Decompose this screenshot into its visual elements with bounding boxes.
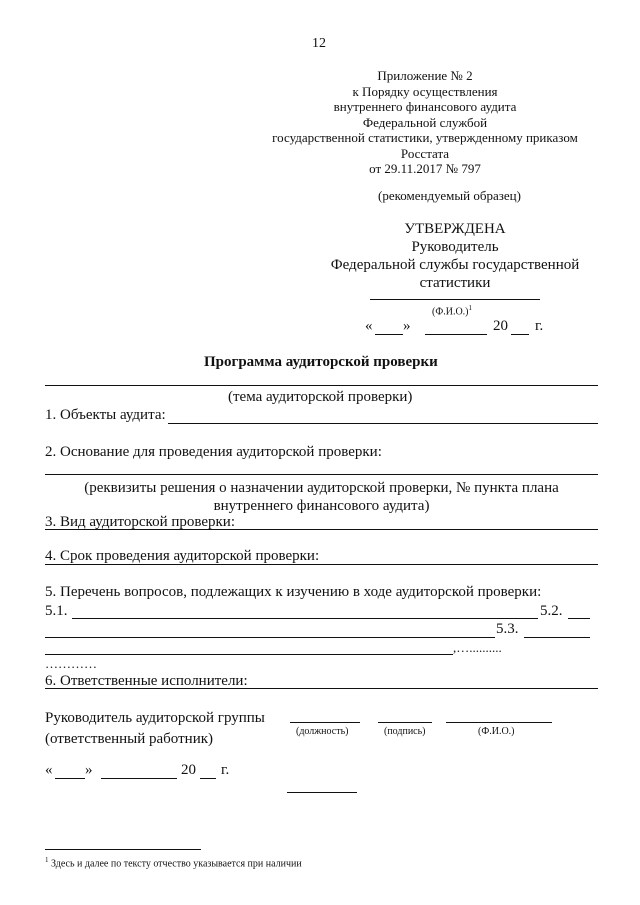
sign-line — [378, 722, 432, 723]
term-line — [45, 564, 598, 565]
bottom-month-blank — [101, 778, 177, 779]
bottom-date — [45, 762, 265, 782]
program-title: Программа аудиторской проверки — [204, 354, 438, 370]
signature-head-line2: (ответственный работник) — [45, 731, 214, 747]
basis-line — [45, 474, 598, 475]
approval-date — [365, 318, 565, 338]
approval-line1: Руководитель — [411, 239, 499, 255]
page-number: 12 — [312, 36, 326, 51]
recommended-sample: (рекомендуемый образец) — [378, 188, 521, 203]
appendix-line7: от 29.11.2017 № 797 — [369, 161, 481, 176]
question-5-2-line — [568, 618, 590, 619]
type-line — [45, 529, 598, 530]
date-open-quote: « — [365, 318, 373, 334]
topic-caption: (тема аудиторской проверки) — [228, 389, 413, 405]
bottom-year-suffix: г. — [221, 762, 230, 778]
basis-caption-line1: (реквизиты решения о назначении аудиторской проверки, № пункта плана — [84, 480, 559, 496]
question-5-1: 5.1. — [45, 603, 68, 619]
item-type: 3. Вид аудиторской проверки: — [45, 514, 236, 530]
appendix-block — [260, 68, 590, 177]
question-line-3 — [45, 654, 453, 655]
appendix-line6: Росстата — [400, 145, 450, 161]
bottom-day-blank — [55, 778, 85, 779]
footnote-mark: 1 — [45, 856, 49, 864]
footnote-ref: 1 — [468, 304, 473, 312]
approval-line2: Федеральной службы государственной — [330, 257, 580, 273]
item-questions: 5. Перечень вопросов, подлежащих к изучению в ходе аудиторской проверки: — [45, 584, 542, 600]
item-objects: 1. Объекты аудита: — [45, 407, 166, 423]
bottom-date-open-quote: « — [45, 762, 53, 778]
fio-line — [446, 722, 552, 723]
bottom-date-close-quote: » — [85, 762, 93, 778]
basis-caption — [45, 479, 598, 515]
signature-head — [45, 708, 265, 750]
appendix-line1: Приложение № 2 — [377, 68, 473, 83]
item-responsible: 6. Ответственные исполнители: — [45, 673, 248, 689]
topic-line — [45, 385, 598, 386]
question-5-1-line — [72, 618, 538, 619]
footnote-separator — [45, 849, 201, 850]
year-prefix: 20 — [493, 318, 508, 334]
question-5-3: 5.3. — [496, 621, 519, 637]
appendix-line5: государственной статистики, утвержденному приказом — [272, 130, 578, 145]
approval-fio-caption — [432, 304, 472, 317]
date-close-quote: » — [403, 318, 411, 334]
question-dots-1: ,….......... — [453, 640, 502, 655]
approval-fio-label: (Ф.И.О.) — [432, 306, 469, 318]
appendix-line4: Федеральной службой — [362, 114, 488, 130]
fio-caption: (Ф.И.О.) — [478, 726, 515, 737]
year-suffix: г. — [535, 318, 544, 334]
sign-caption: (подпись) — [384, 726, 426, 737]
approval-line3: статистики — [419, 275, 491, 291]
responsible-line — [45, 688, 598, 689]
item-term: 4. Срок проведения аудиторской проверки: — [45, 548, 320, 564]
question-5-2: 5.2. — [540, 603, 563, 619]
approval-title: УТВЕРЖДЕНА — [404, 221, 506, 237]
objects-line — [168, 423, 598, 424]
basis-caption-line2: внутреннего финансового аудита) — [213, 498, 430, 514]
item-basis: 2. Основание для проведения аудиторской проверки: — [45, 444, 382, 460]
appendix-line2: к Порядку осуществления — [352, 83, 498, 99]
question-5-3-line — [524, 637, 590, 638]
footnote-text: Здесь и далее по тексту отчество указывается при наличии — [51, 858, 302, 870]
signature-head-line1: Руководитель аудиторской группы — [45, 710, 265, 726]
position-caption: (должность) — [296, 726, 349, 737]
appendix-line3: внутреннего финансового аудита — [333, 99, 517, 114]
approval-block — [320, 220, 590, 292]
bottom-sign-line — [287, 792, 357, 793]
month-blank — [425, 334, 487, 335]
question-line-2 — [45, 637, 495, 638]
bottom-year-blank — [200, 778, 216, 779]
footnote — [45, 856, 302, 869]
position-line — [290, 722, 360, 723]
year-blank — [511, 334, 529, 335]
question-dots-2: ………… — [45, 656, 97, 671]
day-blank — [375, 334, 403, 335]
approval-fio-line — [370, 299, 540, 300]
bottom-year-prefix: 20 — [181, 762, 196, 778]
